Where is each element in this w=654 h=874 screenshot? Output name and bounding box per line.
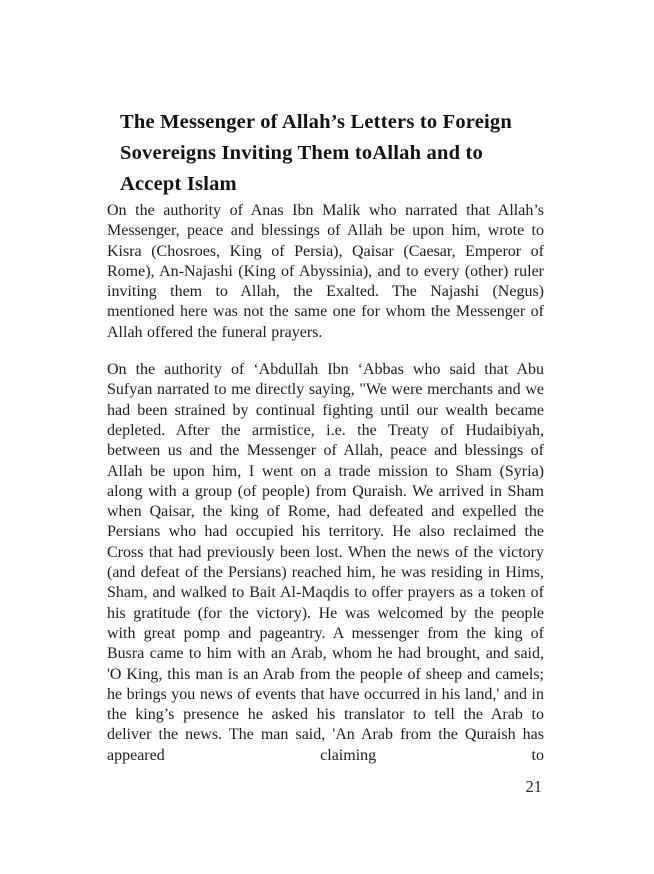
paragraph-anas-narration: On the authority of Anas Ibn Malik who narrated that Allah’s Messenger, peace and blessings of Allah be upon him, wrote to Kisra (Chosroes, King of Persia), Qaisar (Caesar, Emperor of Rome), An-Najashi (King of Abyssinia), and to every (other) ruler inviting them to Allah, the Exalted. The Najashi (Negus) mentioned here was not the same one for whom the Messenger of Allah offered the funeral prayers. [107, 202, 544, 341]
paragraph-abu-sufyan-narration: On the authority of ‘Abdullah Ibn ‘Abbas who said that Abu Sufyan narrated to me directly saying, "We were merchants and we had been strained by continual fighting until our wealth became depleted. After the armistice, i.e. the Treaty of Hudaibiyah, between us and the Messenger of Allah, peace and blessings of Allah be upon him, I went on a trade mission to Sham (Syria) along with a group (of people) from Quraish. We arrived in Sham when Qaisar, the king of Rome, had defeated and expelled the Persians who had occupied his territory. He also reclaimed the Cross that had previously been lost. When the news of the victory (and defeat of the Persians) reached him, he was residing in Hims, Sham, and walked to Bait Al-Maqdis to offer prayers as a token of his gratitude (for the victory). He was welcomed by the people with great pomp and pageantry. A messenger from the king of Busra came to him with an Arab, whom he had brought, and said, 'O King, this man is an Arab from the people of sheep and camels; he brings you news of events that have occurred in his land,' and in the king’s presence he asked his translator to tell the Arab to deliver the news. The man said, 'An Arab from the Quraish has appeared claiming to [107, 361, 544, 764]
chapter-title-line: The Messenger of Allah’s Letters to Foreign [120, 111, 512, 133]
page-content [107, 107, 544, 766]
chapter-title-line: Accept Islam [120, 173, 237, 195]
page-number: 21 [525, 777, 542, 796]
chapter-title [120, 107, 544, 200]
chapter-title-line: Sovereigns Inviting Them toAllah and to [120, 142, 484, 164]
